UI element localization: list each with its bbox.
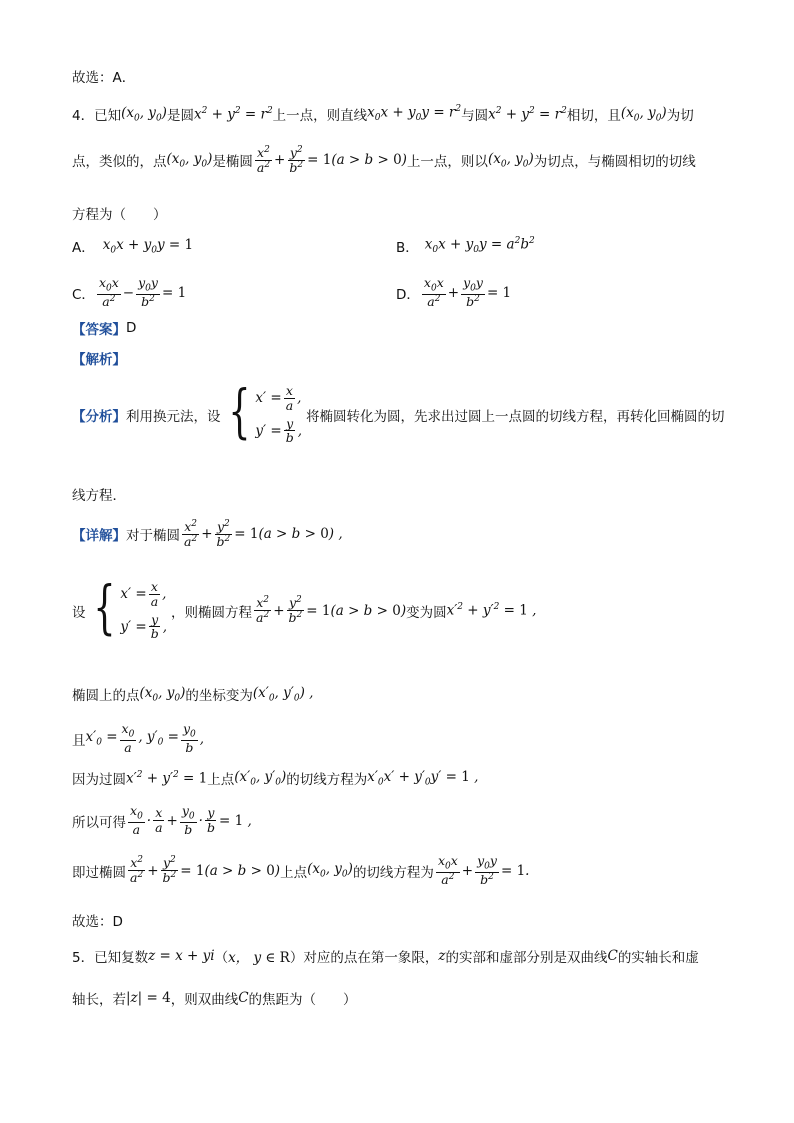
text: ）对应的点在第一象限， — [289, 950, 439, 966]
xiangjie-line6: 所以可得 $\frac{x_0}{a}$ · $\frac{x}{a}$ + $\frac{y_0}{b}$ · $\frac{y}{b}$ = 1 , — [72, 803, 252, 838]
text: 的坐标变为 — [185, 688, 253, 704]
xiangjie-line5: 因为过圆 $x'^2 + y'^2 = 1$ 上点 ($x'_0$, $y'_0$) 的切线方程为 $x'_0x' + y'_0y' = 1$ , — [72, 768, 479, 788]
text: ，则椭圆方程 — [171, 604, 253, 621]
prev-answer-line — [72, 66, 135, 86]
fraction: $\frac{x_0x}{a^2}$ — [423, 275, 444, 310]
fraction: $\frac{y_0y}{b^2}$ — [138, 275, 158, 310]
text: 且 — [72, 732, 86, 749]
fenxi-tag: 【分析】 — [72, 408, 126, 425]
option-formula: $x_0x + y_0y = 1$ — [102, 236, 194, 256]
option-label: B． — [396, 240, 419, 256]
text: 点，类似的，点 — [72, 154, 167, 171]
text: 故选：A． — [72, 70, 136, 86]
text: 的实轴长和虚 — [617, 950, 699, 966]
point-x0y0: ($x_0$, $y_0$) — [620, 104, 667, 124]
option-label: D． — [396, 286, 420, 303]
text: 上点 — [280, 864, 308, 881]
answer4-line — [72, 910, 123, 930]
point-x0y0: ($x_0$, $y_0$) — [166, 151, 213, 170]
text: 是圆 — [166, 108, 194, 124]
option-label: A． — [72, 240, 95, 256]
q4-line3 — [72, 203, 167, 223]
text: （ — [214, 950, 229, 966]
q5-line2: 轴长，若 |z| = 4 ，则双曲线 C 的焦距为（ ） — [72, 990, 357, 1008]
option-d: D． $\frac{x_0x}{a^2}$ + $\frac{y_0y}{b^2}$ = 1 — [396, 275, 512, 310]
text: 利用换元法，设 — [126, 408, 221, 425]
text: 故选：D — [72, 914, 123, 930]
text: 为切 — [666, 108, 694, 124]
xiangjie-line7: 即过椭圆 $\frac{x^2}{a^2}$ + $\frac{y^2}{b^2}$ = 1(a > b > 0) 上点 ($x_0$, $y_0$) 的切线方程为 $\frac{x_0x}{a^2}$ + $\frac{y_0y}{b^2}$ = 1. — [72, 853, 530, 888]
option-a — [72, 236, 193, 256]
text: 上一点，则直线 — [272, 108, 368, 124]
answer-line — [72, 318, 136, 338]
text: 对于椭圆 — [126, 528, 180, 545]
line-eq: $x_0x + y_0y = r^2$ — [367, 104, 462, 124]
analysis-tag: 【解析】 — [72, 352, 126, 368]
text: 因为过圆 — [72, 772, 126, 788]
substitution-system: { x′ = $\frac{x}{a}$ , y′ = $\frac{y}{b}$ , — [227, 377, 303, 446]
text: 线方程． — [72, 488, 126, 504]
option-formula: $x_0x + y_0y = a^2b^2$ — [424, 236, 535, 256]
point-x0y0: ($x_0$, $y_0$) — [487, 151, 534, 170]
point-x0y0: ($x_0$, $y_0$) — [121, 104, 167, 124]
text: 将椭圆转化为圆，先求出过圆上一点圆的切线方程，再转化回椭圆的切 — [306, 408, 725, 425]
fraction: $\frac{x^2}{a^2}$ — [256, 145, 271, 176]
xiangjie-line3: 椭圆上的点 ($x_0$, $y_0$) 的坐标变为 ($x'_0$, $y'_0$) , — [72, 684, 314, 704]
fraction: $\frac{x_0x}{a^2}$ — [98, 275, 119, 310]
text: 的切线方程为 — [286, 772, 368, 788]
option-b — [396, 236, 535, 256]
option-c: C． $\frac{x_0x}{a^2}$ − $\frac{y_0y}{b^2}$ = 1 — [72, 275, 187, 310]
xiangjie-line4: 且 $x'_0$ = $\frac{x_0}{a}$ , $y'_0$ = $\frac{y_0}{b}$ , — [72, 721, 205, 756]
text: 变为圆 — [406, 604, 447, 621]
text: 与圆 — [461, 108, 489, 124]
text: 即过椭圆 — [72, 864, 126, 881]
answer-tag: 【答案】 — [72, 322, 126, 338]
text: 椭圆上的点 — [72, 688, 140, 704]
text: 的实部和虚部分别是双曲线 — [445, 950, 608, 966]
fraction: $\frac{y^2}{b^2}$ — [289, 145, 304, 176]
text: 轴长，若 — [72, 992, 126, 1008]
circle-eq: $x^2 + y^2 = r^2$ — [193, 105, 273, 123]
analysis-line — [72, 348, 126, 368]
option-label: C． — [72, 286, 95, 303]
answer-value: D — [126, 320, 137, 336]
text: 相切，且 — [566, 108, 621, 124]
circle-eq: $x^2 + y^2 = r^2$ — [488, 105, 567, 123]
q4-number: 4．已知 — [72, 108, 122, 124]
xiangjie-line1: 【详解】 对于椭圆 $\frac{x^2}{a^2}$ + $\frac{y^2}{b^2}$ = 1(a > b > 0) , — [72, 519, 343, 550]
text: 的切线方程为 — [352, 864, 434, 881]
fenxi-line — [72, 377, 725, 447]
q5-number: 5．已知复数 — [72, 950, 149, 966]
xiangjie-line2: 设 { x′ = $\frac{x}{a}$ , y′ = $\frac{y}{b}$ , ，则椭圆方程 $\frac{x^2}{a^2}$ + $\frac{y^2}{b^2}$ = 1(a > b > 0) 变为圆 $x'^2 + y'^2 = 1$ , — [72, 573, 537, 642]
q4-line1 — [72, 104, 694, 124]
text: 所以可得 — [72, 814, 126, 831]
fraction: $\frac{y_0y}{b^2}$ — [463, 275, 483, 310]
substitution-system: { x′ = $\frac{x}{a}$ , y′ = $\frac{y}{b}$ , — [92, 573, 168, 642]
text: 上一点，则以 — [406, 154, 488, 171]
fenxi-line2 — [72, 484, 126, 504]
text: 的焦距为（ ） — [248, 992, 357, 1008]
text: 是椭圆 — [212, 154, 253, 171]
q5-line1: 5．已知复数 z = x + yi （ x， y ∈ R ）对应的点在第一象限， z 的实部和虚部分别是双曲线 C 的实轴长和虚 — [72, 948, 699, 966]
text: 为切点，与椭圆相切的切线 — [533, 154, 696, 171]
text: ，则双曲线 — [170, 992, 239, 1008]
text: 上点 — [207, 772, 235, 788]
text: 设 — [72, 604, 86, 621]
q4-line2: 点，类似的，点 ($x_0$, $y_0$) 是椭圆 $\frac{x^2}{a^2}$ + $\frac{y^2}{b^2}$ = 1(a > b > 0) 上一点，则以 ($x_0$, $y_0$) 为切点，与椭圆相切的切线 — [72, 145, 696, 176]
xiangjie-tag: 【详解】 — [72, 528, 126, 545]
text: 方程为（ ） — [72, 207, 167, 223]
